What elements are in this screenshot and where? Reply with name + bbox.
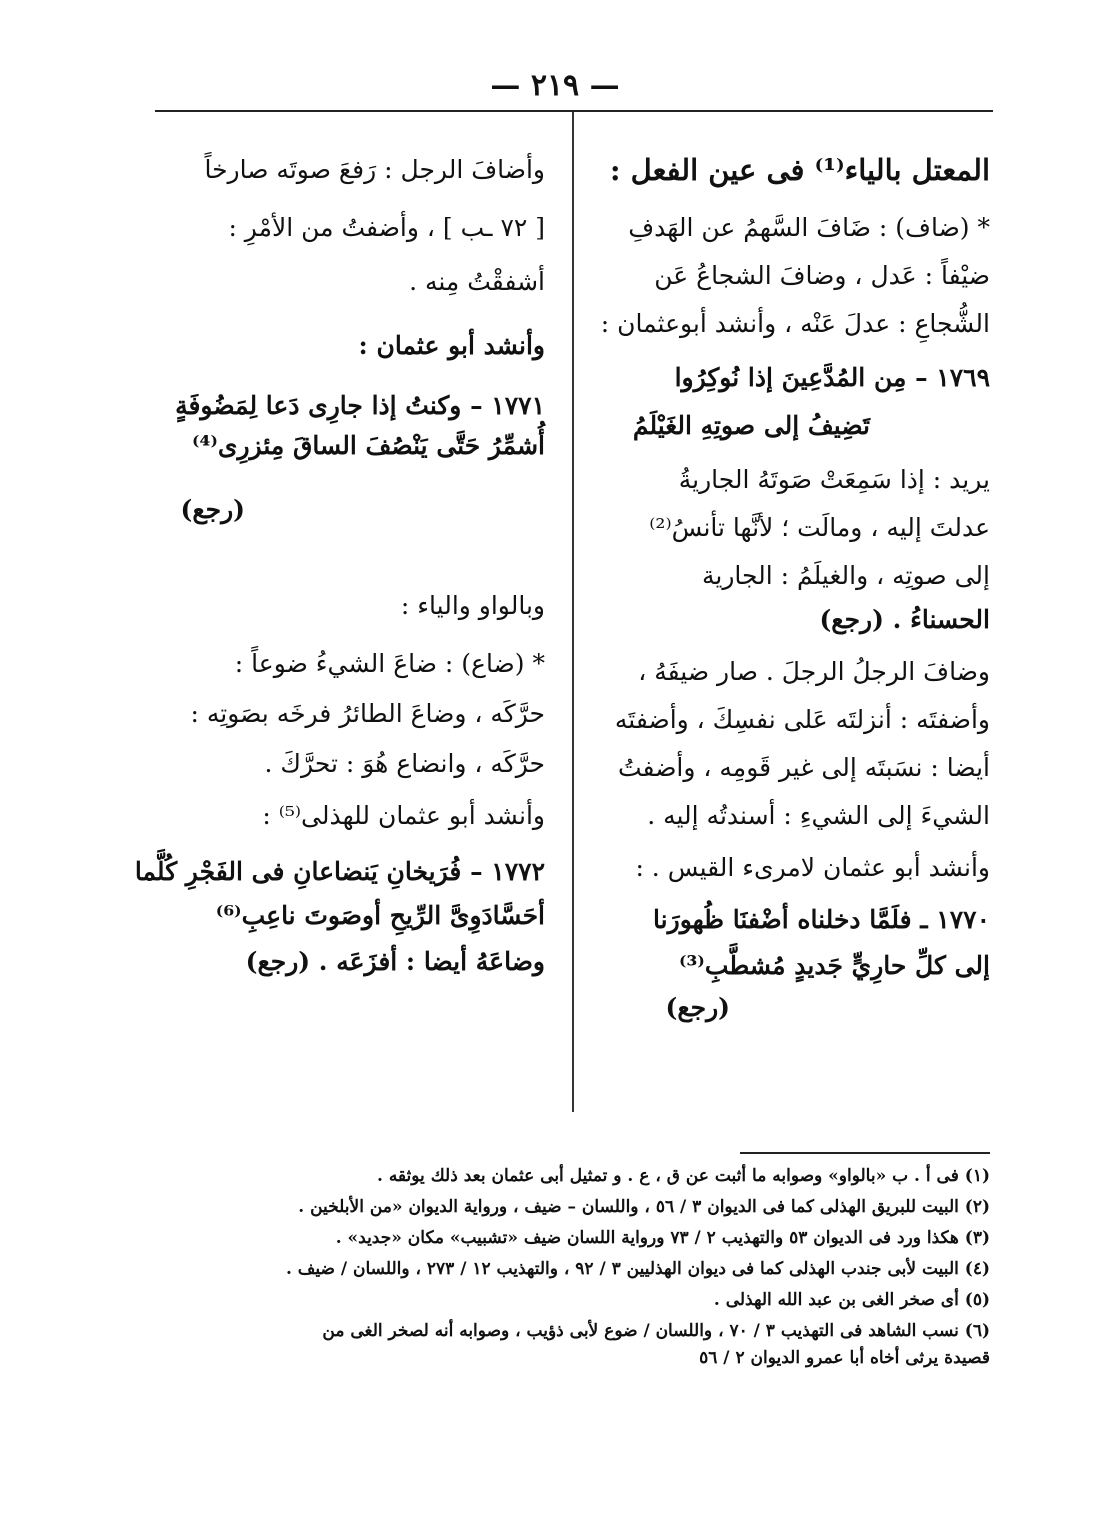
section-heading: المعتل بالياء⁽¹⁾ فى عين الفعل : xyxy=(609,153,990,187)
verse-line: أحَسَّادَوِىَّ الرِّيحِ أوصَوتَ ناعِبِ⁽⁶⁾ xyxy=(215,901,545,930)
text-line: وأضفتَه : أنزلتَه عَلى نفسِكَ ، وأضفتَه xyxy=(614,705,990,734)
return-tag: (رجع) xyxy=(665,993,730,1022)
text-line: وأنشد أبو عثمان لامرىء القيس . : xyxy=(635,853,990,882)
text-line: * (ضاف) : ضَافَ السَّهمُ عن الهَدفِ xyxy=(628,213,990,242)
text-line: الحسناءُ . (رجع) xyxy=(819,605,990,634)
footnote-continuation: قصيدة يرثى أخاه أبا عمرو الديوان ٢ / ٥٦ xyxy=(699,1348,990,1368)
text-line: الشيءَ إلى الشيءِ : أسندتُه إليه . xyxy=(647,801,990,830)
text-line: وبالواو والياء : xyxy=(400,591,545,620)
verse-line: أُشمِّرُ حَتَّى يَنْصُفَ الساقَ مِئزرِى⁽⁴⁾ xyxy=(192,431,545,460)
text-line: يريد : إذا سَمِعَتْ صَوتَهُ الجاريةُ xyxy=(678,465,990,494)
verse-line: تَضِيفُ إلى صوتِهِ الغَيْلَمُ xyxy=(632,411,870,440)
verse-line: ١٧٦٩ – مِن المُدَّعِينَ إذا نُوكِرُوا xyxy=(674,363,990,392)
page-number: — ٢١٩ — xyxy=(490,68,620,103)
header-rule xyxy=(155,110,993,112)
return-tag: (رجع) xyxy=(180,495,245,524)
footnote: (٦) نسب الشاهد فى التهذيب ٣ / ٧٠ ، واللسان / ضوع لأبى ذؤيب ، وصوابه أنه لصخر الغى من xyxy=(322,1321,990,1341)
text-line: حرَّكَه ، وانضاع هُوَ : تحرَّكَ . xyxy=(264,749,545,778)
footnote: (٢) البيت للبريق الهذلى كما فى الديوان ٣ / ٥٦ ، واللسان – ضيف ، ورواية الديوان «من الأبلخين . xyxy=(298,1197,990,1217)
text-line: إلى صوتِه ، والغيلَمُ : الجارية xyxy=(701,561,990,590)
text-line: عدلتَ إليه ، ومالَت ؛ لأنَّها تأنسُ⁽²⁾ xyxy=(649,513,990,542)
text-line: ضيْفاً : عَدل ، وضافَ الشجاعُ عَن xyxy=(654,261,990,290)
footnotes xyxy=(170,1164,990,1377)
footnote-rule xyxy=(740,1152,990,1154)
text-line: وأنشد أبو عثمان : xyxy=(358,331,545,360)
footnote: (٣) هكذا ورد فى الديوان ٥٣ والتهذيب ٢ / ٧٣ ورواية اللسان ضيف «تشبيب» مكان «جديد» . xyxy=(335,1228,990,1248)
footnote: (٤) البيت لأبى جندب الهذلى كما فى ديوان الهذليين ٣ / ٩٢ ، والتهذيب ١٢ / ٢٧٣ ، واللسان / ضيف . xyxy=(285,1259,990,1279)
verse-line: ١٧٧٠ ـ فلَمَّا دخلناه أضْفنَا ظُهورَنا xyxy=(653,905,990,934)
text-line: وأنشد أبو عثمان للهذلى⁽⁵⁾ : xyxy=(262,801,545,830)
text-line: حرَّكَه ، وضاعَ الطائرُ فرخَه بصَوتِه : xyxy=(190,699,545,728)
text-line: أشفقْتُ مِنه . xyxy=(409,267,545,296)
right-column xyxy=(565,125,990,1023)
text-line: [ ٧٢ ـب ] ، وأضفتُ من الأمْرِ : xyxy=(228,213,545,242)
text-line: الشُّجاعِ : عدلَ عَنْه ، وأنشد أبوعثمان : xyxy=(600,309,990,338)
text-line: * (ضاع) : ضاعَ الشيءُ ضوعاً : xyxy=(234,649,545,678)
text-line: وضافَ الرجلُ الرجلَ . صار ضيفَهُ ، xyxy=(638,657,990,686)
verse-line: إلى كلِّ حارِيٍّ جَديدٍ مُشطَّبِ⁽³⁾ xyxy=(678,951,990,980)
text-line: وأضافَ الرجل : رَفعَ صوتَه صارخاً xyxy=(204,155,545,184)
verse-line: ١٧٧١ – وكنتُ إذا جارِى دَعا لِمَضُوفَةٍ xyxy=(175,391,545,420)
text-line: أيضا : نسَبتَه إلى غير قَومِه ، وأضفتُ xyxy=(618,753,990,782)
left-column xyxy=(135,125,545,977)
footnote: (٥) أى صخر الغى بن عبد الله الهذلى . xyxy=(713,1290,990,1310)
footnote: (١) فى أ . ب «بالواو» وصوابه ما أثبت عن ق ، ع . و تمثيل أبى عثمان بعد ذلك يوثقه . xyxy=(376,1166,990,1186)
verse-line: ١٧٧٢ – فُرَيخانِ يَنضاعانِ فى الفَجْرِ كُلَّما xyxy=(134,857,545,886)
text-line: وضاعَهُ أيضا : أفزَعَه . (رجع) xyxy=(245,947,545,976)
